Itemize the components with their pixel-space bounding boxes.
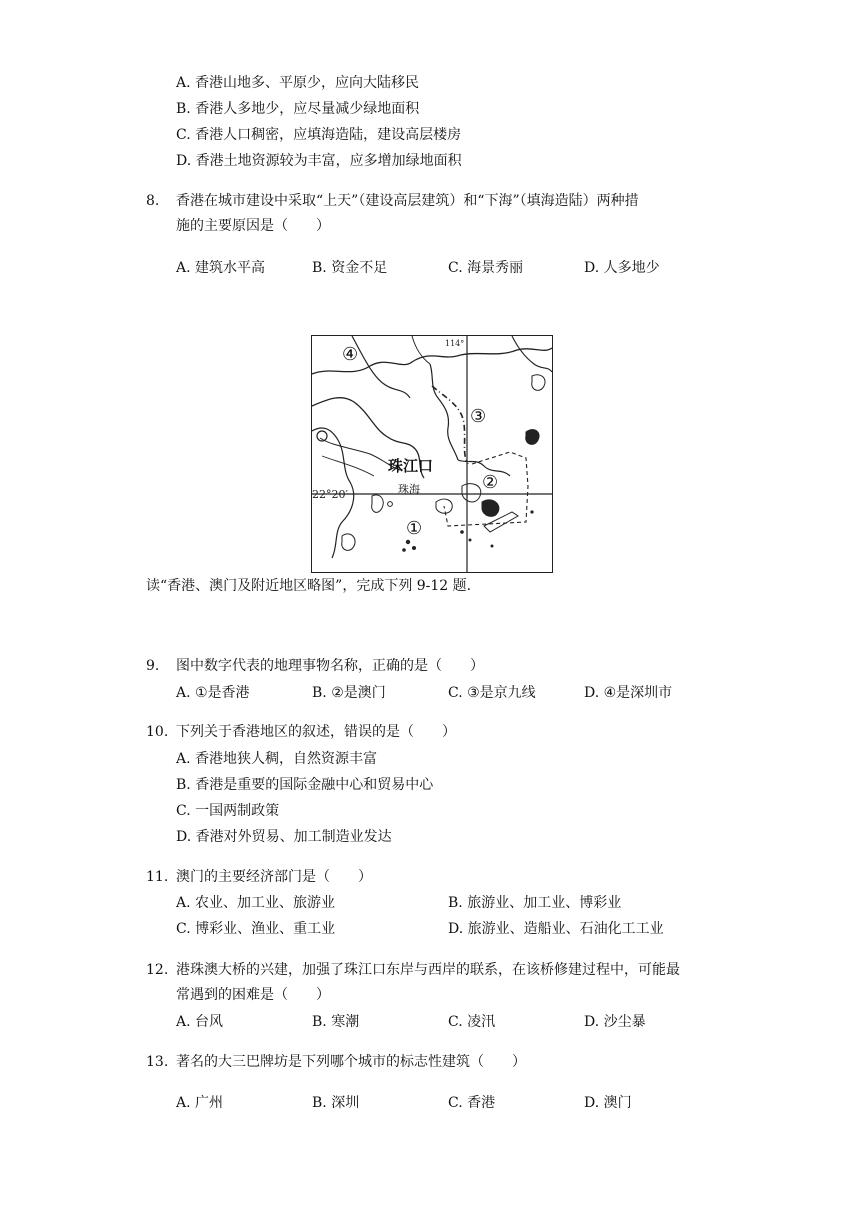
q8-option-c: C. 海景秀丽 [448, 260, 524, 276]
q12-option-b: B. 寒潮 [312, 1014, 360, 1030]
q12-number: 12. [146, 962, 169, 978]
q12-option-c: C. 凌汛 [448, 1014, 496, 1030]
q10-number: 10. [146, 724, 169, 740]
q13-option-a: A. 广州 [176, 1095, 224, 1111]
latitude-label: 22°20′ [312, 488, 348, 501]
marker-4: ④ [342, 344, 359, 365]
q13-option-c: C. 香港 [448, 1095, 496, 1111]
marker-3: ③ [470, 406, 487, 427]
q8-option-d: D. 人多地少 [584, 260, 660, 276]
q9-option-c: C. ③是京九线 [448, 685, 536, 701]
q12-stem-line1: 港珠澳大桥的兴建，加强了珠江口东岸与西岸的联系，在该桥修建过程中，可能最 [176, 962, 680, 978]
q8-stem-line1: 香港在城市建设中采取“上天”（建设高层建筑）和“下海”（填海造陆）两种措 [176, 193, 639, 209]
q12-stem-line2: 常遇到的困难是（ ） [176, 987, 330, 1003]
q11-option-d: D. 旅游业、造船业、石油化工工业 [448, 921, 664, 937]
q13-option-b: B. 深圳 [312, 1095, 360, 1111]
city-label: 珠海 [398, 483, 420, 496]
q9-number: 9. [146, 658, 160, 674]
q7-option-b: B. 香港人多地少，应尽量减少绿地面积 [176, 101, 420, 117]
q10-option-c: C. 一国两制政策 [176, 803, 280, 819]
q7-option-d: D. 香港土地资源较为丰富，应多增加绿地面积 [176, 153, 462, 169]
q11-option-a: A. 农业、加工业、旅游业 [176, 895, 336, 911]
q9-option-d: D. ④是深圳市 [584, 685, 673, 701]
q8-option-b: B. 资金不足 [312, 260, 388, 276]
longitude-label: 114° [445, 339, 465, 348]
estuary-label: 珠江口 [388, 457, 434, 475]
map-caption: 读“香港、澳门及附近地区略图”，完成下列 9-12 题. [146, 578, 472, 594]
q12-option-d: D. 沙尘暴 [584, 1014, 646, 1030]
q10-stem: 下列关于香港地区的叙述，错误的是（ ） [176, 724, 456, 740]
map-drawing [312, 336, 552, 572]
q13-number: 13. [146, 1054, 169, 1070]
q7-option-c: C. 香港人口稠密，应填海造陆，建设高层楼房 [176, 127, 462, 143]
q7-option-a: A. 香港山地多、平原少，应向大陆移民 [176, 75, 420, 91]
q9-option-b: B. ②是澳门 [312, 685, 386, 701]
q10-option-a: A. 香港地狭人稠，自然资源丰富 [176, 751, 378, 767]
q12-option-a: A. 台风 [176, 1014, 224, 1030]
q11-number: 11. [146, 869, 169, 885]
q10-option-d: D. 香港对外贸易、加工制造业发达 [176, 829, 392, 845]
q8-stem-line2: 施的主要原因是（ ） [176, 218, 330, 234]
q8-option-a: A. 建筑水平高 [176, 260, 266, 276]
marker-1: ① [406, 518, 423, 539]
q9-option-a: A. ①是香港 [176, 685, 250, 701]
q13-option-d: D. 澳门 [584, 1095, 632, 1111]
q13-stem: 著名的大三巴牌坊是下列哪个城市的标志性建筑（ ） [176, 1054, 526, 1070]
q10-option-b: B. 香港是重要的国际金融中心和贸易中心 [176, 777, 434, 793]
marker-2: ② [482, 472, 499, 493]
q8-number: 8. [146, 193, 160, 209]
hong-kong-macau-map [311, 335, 553, 573]
q11-option-b: B. 旅游业、加工业、博彩业 [448, 895, 622, 911]
q9-stem: 图中数字代表的地理事物名称，正确的是（ ） [176, 658, 484, 674]
q11-option-c: C. 博彩业、渔业、重工业 [176, 921, 336, 937]
q11-stem: 澳门的主要经济部门是（ ） [176, 869, 372, 885]
